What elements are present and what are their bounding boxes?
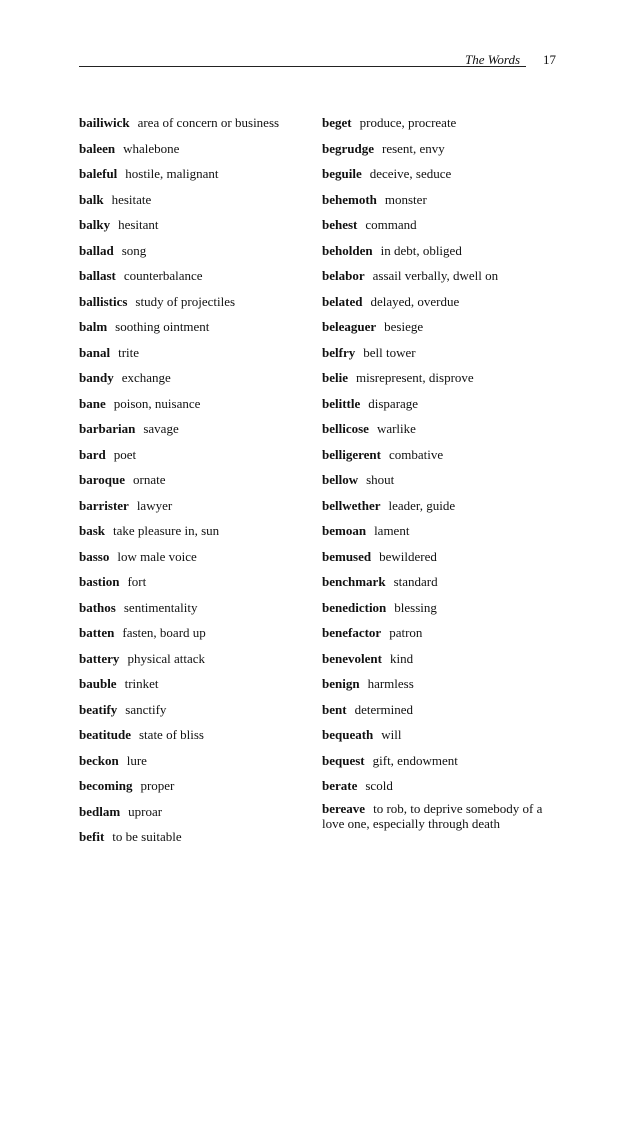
entry-term: belfry	[322, 344, 356, 360]
entry-term: banal	[79, 344, 111, 360]
glossary-entry	[322, 110, 564, 136]
glossary-entry	[322, 238, 564, 264]
glossary-entry	[322, 569, 564, 595]
entry-term: benchmark	[322, 574, 386, 590]
entry-definition: will	[381, 727, 402, 743]
entry-definition: area of concern or business	[137, 115, 280, 131]
entry-definition: leader, guide	[388, 497, 456, 513]
entry-term: bequeath	[322, 727, 374, 743]
entry-definition: whalebone	[123, 140, 180, 156]
entry-term: behemoth	[322, 191, 377, 207]
entry-definition: assail verbally, dwell on	[372, 268, 499, 284]
entry-definition: kind	[389, 650, 414, 666]
left-column	[79, 110, 314, 850]
glossary-entry	[79, 263, 314, 289]
glossary-entry	[322, 518, 564, 544]
running-title: The Words	[465, 52, 521, 67]
entry-definition: bell tower	[363, 344, 416, 360]
glossary-entry	[322, 493, 564, 519]
entry-definition: besiege	[384, 319, 424, 335]
entry-term: beguile	[322, 166, 362, 182]
glossary-entry	[322, 442, 564, 468]
entry-term: ballast	[79, 268, 116, 284]
entry-definition: counterbalance	[123, 268, 203, 284]
entry-term: basso	[79, 548, 110, 564]
glossary-entry	[322, 340, 564, 366]
entry-definition: disparage	[368, 395, 419, 411]
entry-definition: soothing ointment	[115, 319, 210, 335]
entry-term: bent	[322, 701, 347, 717]
entry-term: barbarian	[79, 421, 136, 437]
glossary-entry	[322, 671, 564, 697]
entry-term: beatify	[79, 701, 118, 717]
entry-term: belie	[322, 370, 348, 386]
glossary-entry	[322, 416, 564, 442]
entry-definition: lawyer	[136, 497, 173, 513]
entry-term: bellwether	[322, 497, 381, 513]
entry-definition: harmless	[367, 676, 414, 692]
entry-term: bemused	[322, 548, 372, 564]
glossary-entry	[322, 595, 564, 621]
glossary-entry	[79, 365, 314, 391]
header-rule	[79, 66, 526, 67]
glossary-entry	[79, 391, 314, 417]
entry-definition: sentimentality	[123, 599, 198, 615]
glossary-entry	[79, 212, 314, 238]
entry-definition: produce, procreate	[359, 115, 457, 131]
entry-definition: monster	[384, 191, 427, 207]
glossary-entry	[79, 646, 314, 672]
glossary-entry	[322, 773, 564, 799]
glossary-entry	[79, 773, 314, 799]
entry-term: baroque	[79, 472, 125, 488]
entry-term: beget	[322, 115, 352, 131]
entry-definition: hostile, malignant	[125, 166, 219, 182]
entry-term: befit	[79, 829, 105, 845]
glossary-entry	[322, 620, 564, 646]
entry-definition: trinket	[124, 676, 159, 692]
glossary-entry	[322, 722, 564, 748]
glossary-entry	[79, 314, 314, 340]
entry-definition: lure	[126, 752, 147, 768]
entry-definition: gift, endowment	[372, 752, 458, 768]
entry-term: bard	[79, 446, 106, 462]
entry-term: ballad	[79, 242, 114, 258]
glossary-entry	[322, 544, 564, 570]
entry-term: benign	[322, 676, 360, 692]
glossary-entry	[79, 110, 314, 136]
glossary-entry	[79, 238, 314, 264]
glossary-entry	[79, 697, 314, 723]
entry-definition: scold	[365, 778, 393, 794]
entry-definition: in debt, obliged	[380, 242, 462, 258]
entry-term: batten	[79, 625, 115, 641]
entry-definition: hesitate	[111, 191, 152, 207]
entry-term: bailiwick	[79, 115, 130, 131]
entry-term: benediction	[322, 599, 387, 615]
entry-term: benefactor	[322, 625, 382, 641]
entry-term: bellicose	[322, 421, 369, 437]
glossary-entry	[79, 340, 314, 366]
glossary-entry	[322, 187, 564, 213]
entry-term: bane	[79, 395, 106, 411]
entry-term: baleful	[79, 166, 118, 182]
entry-definition: to rob, to deprive somebody of a love one, especially through death	[322, 800, 543, 831]
glossary-entry	[79, 544, 314, 570]
entry-term: balm	[79, 319, 108, 335]
entry-term: bedlam	[79, 803, 121, 819]
entry-definition: study of projectiles	[135, 293, 236, 309]
entry-definition: trite	[118, 344, 140, 360]
entry-term: barrister	[79, 497, 129, 513]
entry-term: beleaguer	[322, 319, 377, 335]
entry-term: behest	[322, 217, 358, 233]
glossary-entry	[79, 493, 314, 519]
entry-definition: determined	[354, 701, 414, 717]
glossary-entry	[79, 799, 314, 825]
entry-definition: fasten, board up	[122, 625, 206, 641]
entry-term: belated	[322, 293, 363, 309]
glossary-entry	[79, 416, 314, 442]
glossary-entry	[79, 748, 314, 774]
glossary-entry	[79, 620, 314, 646]
glossary-entry	[322, 136, 564, 162]
glossary-entry	[322, 646, 564, 672]
glossary-entry	[79, 671, 314, 697]
glossary-entry	[79, 442, 314, 468]
entry-definition: standard	[393, 574, 438, 590]
entry-definition: poet	[113, 446, 137, 462]
glossary-entry	[79, 187, 314, 213]
entry-definition: savage	[143, 421, 179, 437]
glossary-entry	[79, 722, 314, 748]
entry-term: bereave	[322, 800, 366, 816]
entry-definition: patron	[389, 625, 423, 641]
entry-term: bemoan	[322, 523, 367, 539]
entry-definition: to be suitable	[112, 829, 182, 845]
entry-definition: combative	[388, 446, 444, 462]
right-column	[322, 110, 564, 831]
entry-definition: misrepresent, disprove	[356, 370, 474, 386]
glossary-entry	[322, 289, 564, 315]
entry-term: beholden	[322, 242, 373, 258]
entry-definition: low male voice	[117, 548, 197, 564]
entry-term: belittle	[322, 395, 361, 411]
entry-definition: deceive, seduce	[369, 166, 452, 182]
entry-term: balky	[79, 217, 111, 233]
entry-definition: proper	[140, 778, 175, 794]
glossary-entry	[322, 391, 564, 417]
glossary-entry	[322, 314, 564, 340]
entry-definition: poison, nuisance	[113, 395, 201, 411]
entry-term: beatitude	[79, 727, 131, 743]
entry-definition: blessing	[394, 599, 437, 615]
entry-definition: delayed, overdue	[370, 293, 460, 309]
entry-term: belabor	[322, 268, 365, 284]
entry-term: battery	[79, 650, 120, 666]
glossary-entry	[79, 518, 314, 544]
glossary-entry	[322, 365, 564, 391]
entry-term: beckon	[79, 752, 119, 768]
entry-definition: lament	[374, 523, 410, 539]
entry-definition: hesitant	[118, 217, 159, 233]
entry-definition: warlike	[376, 421, 416, 437]
entry-term: bandy	[79, 370, 114, 386]
entry-term: becoming	[79, 778, 133, 794]
entry-definition: shout	[366, 472, 395, 488]
entry-term: bastion	[79, 574, 120, 590]
entry-term: bellow	[322, 472, 359, 488]
entry-term: bauble	[79, 676, 117, 692]
glossary-entry	[79, 467, 314, 493]
page-header	[79, 48, 561, 68]
glossary-entry	[79, 289, 314, 315]
entry-definition: command	[365, 217, 417, 233]
entry-definition: fort	[127, 574, 147, 590]
glossary-entry	[322, 161, 564, 187]
entry-definition: take pleasure in, sun	[113, 523, 220, 539]
entry-definition: sanctify	[125, 701, 167, 717]
glossary-entry	[79, 824, 314, 850]
page-number: 17	[543, 52, 556, 67]
entry-term: bequest	[322, 752, 365, 768]
glossary-entry	[322, 748, 564, 774]
entry-term: baleen	[79, 140, 116, 156]
entry-term: benevolent	[322, 650, 382, 666]
entry-definition: state of bliss	[139, 727, 204, 743]
entry-definition: uproar	[128, 803, 163, 819]
entry-definition: song	[121, 242, 147, 258]
entry-definition: bewildered	[379, 548, 437, 564]
glossary-entry	[79, 569, 314, 595]
entry-term: belligerent	[322, 446, 381, 462]
entry-term: bask	[79, 523, 106, 539]
glossary-entry	[322, 697, 564, 723]
entry-definition: resent, envy	[382, 140, 445, 156]
glossary-entry	[322, 263, 564, 289]
entry-term: ballistics	[79, 293, 128, 309]
entry-term: bathos	[79, 599, 116, 615]
entry-term: balk	[79, 191, 104, 207]
glossary-entry	[322, 467, 564, 493]
glossary-entry	[79, 161, 314, 187]
entry-definition: exchange	[121, 370, 171, 386]
glossary-entry	[322, 799, 564, 831]
entry-term: begrudge	[322, 140, 374, 156]
entry-definition: ornate	[133, 472, 166, 488]
glossary-entry	[79, 595, 314, 621]
entry-term: berate	[322, 778, 358, 794]
glossary-entry	[79, 136, 314, 162]
entry-definition: physical attack	[127, 650, 206, 666]
glossary-entry	[322, 212, 564, 238]
